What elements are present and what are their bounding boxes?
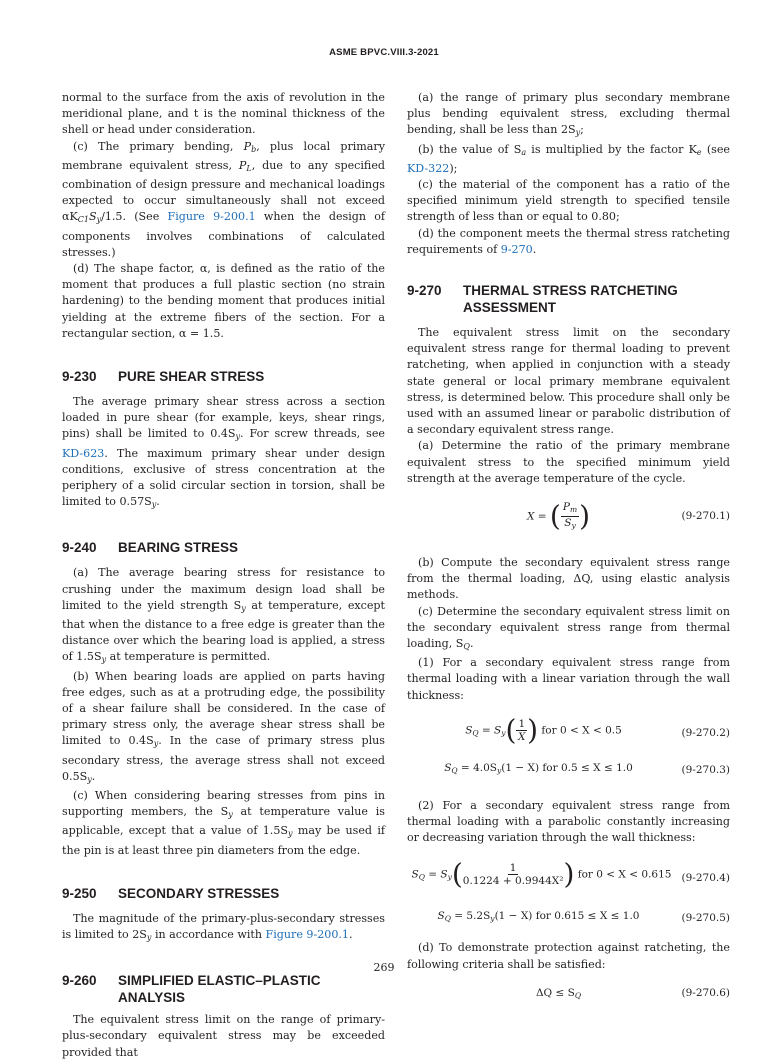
- running-header: ASME BPVC.VIII.3-2021: [329, 47, 439, 58]
- kd-623-link[interactable]: KD-623: [62, 446, 105, 460]
- equation-9-270-5: $S_Q = 5.2S_y(1 - X)$ for 0.615 ≤ X ≤ 1.0 (9-270.5): [407, 908, 730, 940]
- paragraph-ratcheting-intro: The equivalent stress limit on the secondary equivalent stress range for thermal loading to prevent ratcheting, when applied in conjunction with a steady state general or local primary membrane equivalent stress, is determined below. This procedure shall only be used with an assumed linear or parabolic distribution of a secondary equivalent stress range.: [407, 326, 730, 437]
- equation-number: (9-270.4): [681, 872, 730, 885]
- figure-link[interactable]: Figure 9-200.1: [265, 927, 349, 941]
- paragraph-ratcheting-b: (b) Compute the secondary equivalent stress range from the thermal loading, ΔQ, using elastic analysis methods.: [407, 556, 730, 602]
- paragraph-item-a: (a) the range of primary plus secondary membrane plus bending equivalent stress, excluding thermal bending, shall be less than $2S_y$;: [407, 91, 730, 138]
- right-column: [407, 90, 730, 1015]
- equation-number: (9-270.5): [681, 912, 730, 925]
- paragraph-item-c: (c) the material of the component has a ratio of the specified minimum yield strength to specified tensile strength of less than or equal to 0.80;: [407, 177, 730, 224]
- equation-9-270-4: $S_Q = S_y$( $\frac{1}{\text{0.1224 + 0.9944X²}}$ ) for 0 < X < 0.615 (9-270.4): [411, 857, 730, 891]
- paragraph-ratcheting-c2: (2) For a secondary equivalent stress range from thermal loading with a parabolic constantly increasing or decreasing variation through the wall thickness:: [407, 798, 730, 845]
- section-9-270-link[interactable]: 9-270: [500, 242, 533, 256]
- paragraph-item-b: (b) the value of $S_a$ is multiplied by the factor $K_e$ (see KD-322);: [407, 142, 730, 175]
- equation-9-270-1: X = ( $\frac{P_m}{S_y}$ ) (9-270.1): [526, 499, 730, 533]
- figure-link[interactable]: Figure 9-200.1: [167, 210, 256, 224]
- paragraph-ratcheting-c1: (1) For a secondary equivalent stress range from thermal loading with a linear variation through the wall thickness:: [407, 656, 730, 702]
- kd-322-link[interactable]: KD-322: [407, 161, 450, 175]
- equation-number: (9-270.1): [681, 510, 730, 523]
- section-heading-9-270: 9-270 THERMAL STRESS RATCHETING ASSESSMENT: [407, 283, 678, 315]
- paragraph-item-d: (d) the component meets the thermal stress ratcheting requirements of 9-270.: [407, 226, 730, 256]
- left-column: [62, 90, 385, 1061]
- paragraph-ratcheting-a: (a) Determine the ratio of the primary membrane equivalent stress to the specified minimum yield strength at the average temperature of the cycle.: [407, 439, 730, 485]
- page-number: 269: [373, 961, 395, 974]
- paragraph-bearing-b: (b) When bearing loads are applied on parts having free edges, such as at a protruding edge, the possibility of a shear failure shall be considered. In the case of primary stress only, the average shear stress shall be limited to $0.4S_y$. In the case of primary stress plus secondary stress, the average stress shall not exceed $0.5S_y$.: [62, 669, 386, 784]
- paragraph-bearing-c: (c) When considering bearing stresses from pins in supporting members, the $S_y$ at temperature value is applicable, except that a value of $1.5S_y$ may be used if the pin is at least three pin diameters from the edge.: [62, 788, 385, 857]
- equation-number: (9-270.6): [681, 986, 730, 999]
- paragraph-secondary-stresses: The magnitude of the primary-plus-secondary stresses is limited to $2S_y$ in accordance with Figure 9-200.1.: [62, 911, 385, 942]
- paragraph-d: (d) The shape factor, α, is defined as the ratio of the moment that produces a full plastic section (no strain hardening) to the bending moment that produces initial yielding at the extreme fibers of the section. For a rectangular section, α = 1.5.: [62, 261, 385, 340]
- section-heading-9-230: 9-230 PURE SHEAR STRESS: [62, 369, 265, 384]
- section-heading-9-240: 9-240 BEARING STRESS: [62, 540, 239, 556]
- section-heading-9-250: 9-250 SECONDARY STRESSES: [62, 885, 280, 901]
- equation-9-270-3: $S_Q = 4.0S_y(1 - X)$ for 0.5 ≤ X ≤ 1.0 (9-270.3): [407, 760, 730, 794]
- paragraph-bearing-a: (a) The average bearing stress for resistance to crushing under the maximum design load shall be limited to the yield strength $S_y$ at temperature, except that when the distance to a free edge is greater than the distance over which the bearing load is applied, a stress of $1.5S_y$ at temperature is permitted.: [62, 566, 385, 665]
- paragraph-c: (c) The primary bending, $P_b$, plus local primary membrane equivalent stress, $P_L$, due to any specified combination of design pressure and mechanical loadings expected to occur simultaneously shall not exceed $\alpha K_{C1}S_y/1.5$. (See Figure 9-200.1 when the design of components involves combinations of calculated stresses.): [62, 139, 385, 259]
- equation-number: (9-270.2): [681, 726, 730, 739]
- paragraph-elastic-plastic: The equivalent stress limit on the range of primary-plus-secondary equivalent stress may be exceeded provided that: [62, 1013, 385, 1059]
- equation-9-270-6: $\Delta Q \le S_Q$ (9-270.6): [535, 986, 730, 1000]
- equation-number: (9-270.3): [681, 763, 730, 776]
- section-heading-9-260: 9-260 SIMPLIFIED ELASTIC–PLASTIC ANALYSIS: [62, 973, 321, 1006]
- paragraph-continuation: normal to the surface from the axis of revolution in the meridional plane, and t is the nominal thickness of the shell or head under consideration.: [62, 91, 385, 137]
- paragraph-ratcheting-d: (d) To demonstrate protection against ratcheting, the following criteria shall be satisfied:: [407, 941, 730, 971]
- paragraph-ratcheting-c: (c) Determine the secondary equivalent stress limit on the secondary equivalent stress range from thermal loading, $S_Q$.: [407, 604, 730, 652]
- equation-9-270-2: $S_Q = S_y$( $\frac{1}{X}$ ) for 0 < X < 0.5 (9-270.2): [465, 713, 730, 747]
- paragraph-pure-shear: The average primary shear stress across a section loaded in pure shear (for example, keys, shear rings, pins) shall be limited to $0.4S_y$. For screw threads, see KD-623. The maximum primary shear under design conditions, exclusive of stress concentration at the periphery of a solid circular section in torsion, shall be limited to $0.57S_y$.: [62, 395, 385, 510]
